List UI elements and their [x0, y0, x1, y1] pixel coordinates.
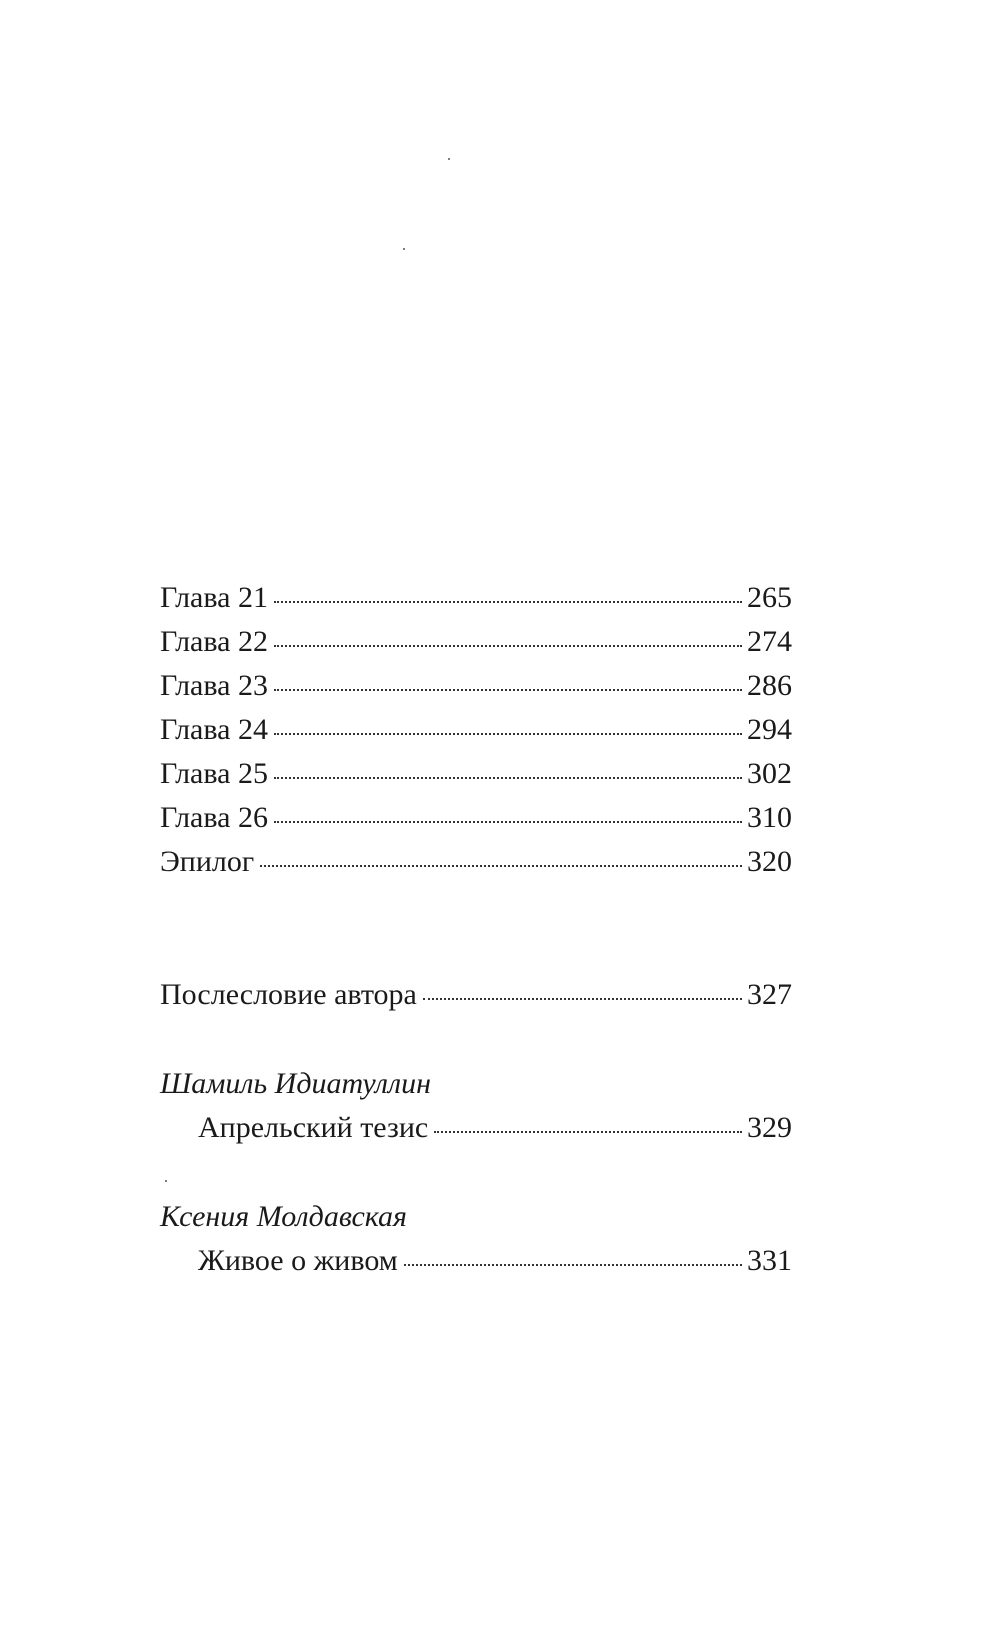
toc-entry-chapter-23[interactable]: [160, 668, 792, 704]
toc-entry-label: Глава 21: [160, 581, 268, 614]
toc-entry-page-number: 302: [747, 757, 792, 790]
essay-author: Ксения Молдавская: [160, 1200, 407, 1233]
toc-entry-label: Эпилог: [160, 845, 255, 878]
toc-entry-page-number: 331: [747, 1244, 792, 1277]
toc-entry-chapter-26[interactable]: [160, 800, 792, 836]
toc-entry-chapter-21[interactable]: [160, 580, 792, 616]
print-speck: [448, 158, 450, 160]
toc-entry-label: Апрельский тезис: [198, 1111, 429, 1144]
toc-entry-page-number: 274: [747, 625, 792, 658]
toc-entry-page-number: 294: [747, 713, 792, 746]
essay-author: Шамиль Идиатуллин: [160, 1067, 431, 1100]
toc-entry-chapter-25[interactable]: [160, 756, 792, 792]
dot-leader: [260, 863, 742, 867]
dot-leader: [274, 643, 742, 647]
toc-entry-label: Глава 26: [160, 801, 268, 834]
toc-entry-epilogue[interactable]: [160, 844, 792, 880]
dot-leader: [274, 819, 742, 823]
dot-leader: [423, 996, 742, 1000]
toc-entry-page-number: 286: [747, 669, 792, 702]
toc-entry-chapter-24[interactable]: [160, 712, 792, 748]
toc-entry-label: Послесловие автора: [160, 978, 417, 1011]
print-speck: [403, 248, 405, 250]
dot-leader: [274, 731, 742, 735]
toc-entry-essay-april-thesis[interactable]: [198, 1110, 792, 1146]
toc-entry-afterword[interactable]: [160, 977, 792, 1013]
toc-entry-chapter-22[interactable]: [160, 624, 792, 660]
dot-leader: [404, 1262, 742, 1266]
toc-entry-label: Живое о живом: [198, 1244, 398, 1277]
toc-entry-page-number: 327: [747, 978, 792, 1011]
toc-entry-label: Глава 25: [160, 757, 268, 790]
toc-entry-label: Глава 22: [160, 625, 268, 658]
toc-entry-page-number: 320: [747, 845, 792, 878]
toc-entry-page-number: 329: [747, 1111, 792, 1144]
toc-entry-label: Глава 24: [160, 713, 268, 746]
toc-entry-page-number: 310: [747, 801, 792, 834]
toc-entry-label: Глава 23: [160, 669, 268, 702]
dot-leader: [274, 599, 742, 603]
print-speck: [165, 1180, 167, 1182]
toc-entry-page-number: 265: [747, 581, 792, 614]
dot-leader: [274, 775, 742, 779]
dot-leader: [434, 1129, 742, 1133]
toc-entry-essay-alive-about-alive[interactable]: [198, 1243, 792, 1279]
dot-leader: [274, 687, 742, 691]
